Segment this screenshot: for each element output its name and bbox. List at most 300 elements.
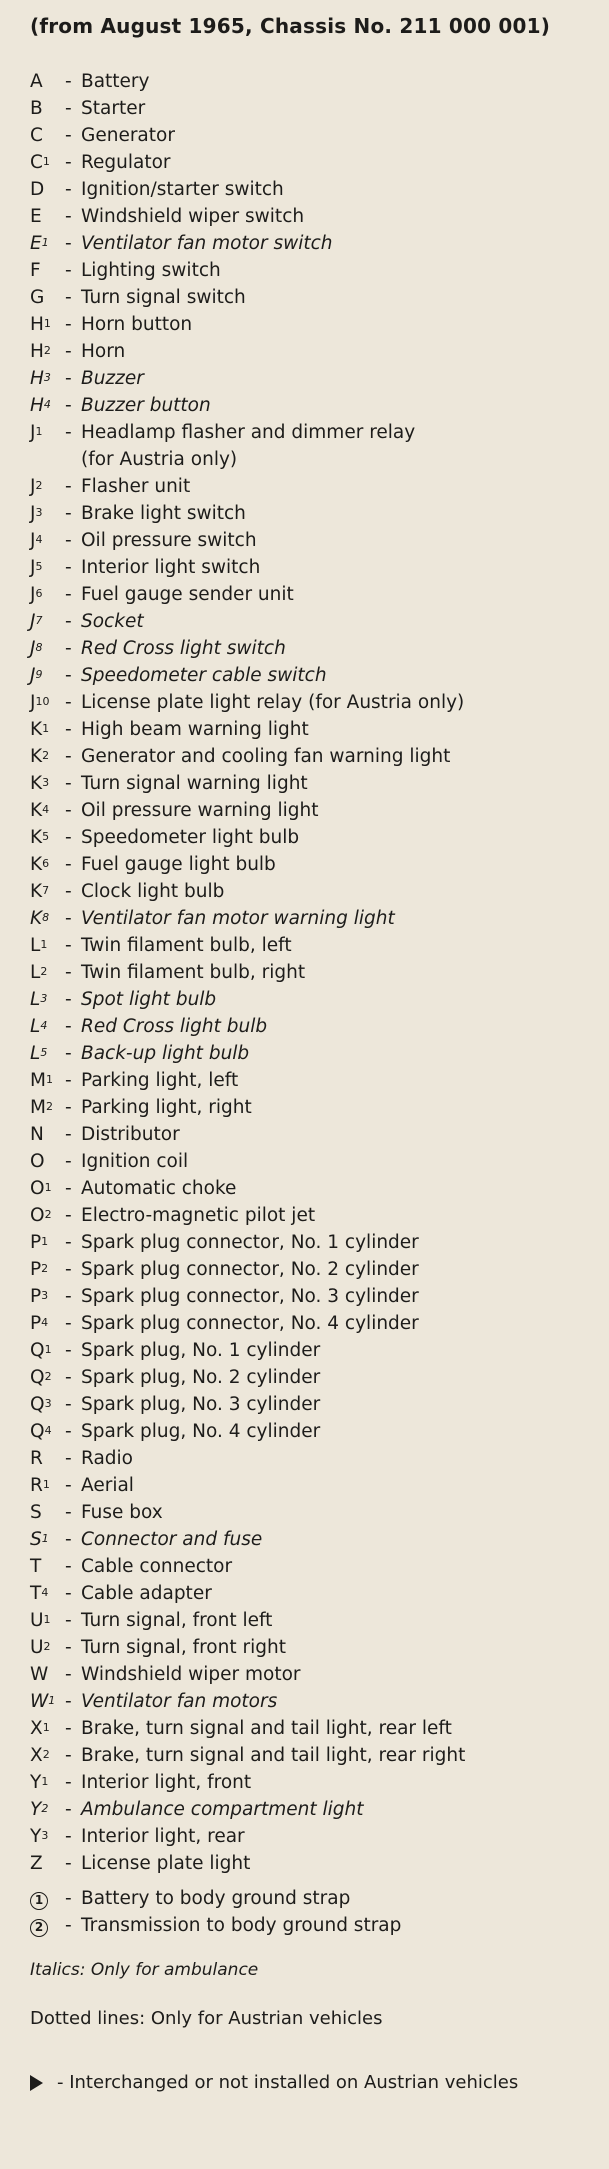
legend-code-superscript: 5	[42, 830, 50, 843]
legend-dash: -	[65, 1853, 72, 1874]
legend-dash: -	[65, 1205, 72, 1226]
legend-dash: -	[65, 1826, 72, 1847]
legend-dash: -	[65, 827, 72, 848]
legend-dash: -	[65, 1448, 72, 1469]
legend-dash: -	[65, 71, 72, 92]
legend-dash: -	[65, 881, 72, 902]
component-legend-list	[30, 68, 600, 1877]
legend-code-letter: E	[30, 206, 42, 227]
ground-strap-list	[30, 1885, 401, 1939]
legend-description	[81, 1796, 600, 1823]
legend-dash: -	[65, 719, 72, 740]
legend-dash: -	[65, 1016, 72, 1037]
legend-entry	[30, 1337, 600, 1364]
legend-description	[81, 1418, 600, 1445]
legend-code-letter: R	[30, 1475, 43, 1496]
legend-code-superscript: 3	[35, 506, 43, 519]
circled-number-icon: 1	[30, 1892, 48, 1910]
legend-description-text: Horn button	[81, 314, 193, 335]
page-title: (from August 1965, Chassis No. 211 000 001)	[30, 14, 551, 38]
legend-code-superscript: 2	[45, 1100, 53, 1113]
legend-code	[30, 1769, 65, 1796]
legend-entry	[30, 1121, 600, 1148]
legend-entry	[30, 500, 600, 527]
legend-description-text: Speedometer cable switch	[81, 665, 327, 686]
legend-code-superscript: 4	[44, 1424, 52, 1437]
legend-entry	[30, 635, 600, 662]
legend-code	[30, 1067, 65, 1094]
legend-entry	[30, 311, 600, 338]
legend-dash: -	[65, 314, 72, 335]
legend-code-superscript: 6	[35, 587, 43, 600]
legend-code-superscript: 4	[41, 1586, 49, 1599]
legend-description	[81, 95, 600, 122]
legend-description	[81, 932, 600, 959]
legend-entry	[30, 770, 600, 797]
legend-description	[81, 1067, 600, 1094]
legend-code-superscript: 1	[44, 1181, 52, 1194]
legend-code	[30, 365, 65, 392]
legend-description-text: Ventilator fan motor warning light	[81, 908, 395, 929]
legend-description-text: Interior light, rear	[81, 1826, 245, 1847]
legend-code-letter: Q	[30, 1394, 45, 1415]
legend-code	[30, 797, 65, 824]
legend-description	[81, 1742, 600, 1769]
legend-description-text: Spark plug, No. 3 cylinder	[81, 1394, 321, 1415]
legend-description-text: Ventilator fan motors	[81, 1691, 278, 1712]
legend-code-superscript: 2	[44, 1370, 52, 1383]
legend-entry	[30, 392, 600, 419]
legend-code-letter: Y	[30, 1799, 42, 1820]
legend-code-letter: G	[30, 287, 45, 308]
legend-entry	[30, 1175, 600, 1202]
legend-description	[81, 1445, 600, 1472]
legend-description	[81, 149, 600, 176]
legend-dash: -	[65, 125, 72, 146]
legend-description-text: Headlamp flasher and dimmer relay	[81, 422, 416, 443]
legend-description	[81, 1607, 600, 1634]
legend-code-letter: Z	[30, 1853, 43, 1874]
legend-code	[30, 608, 65, 635]
legend-code-letter: T	[30, 1556, 42, 1577]
legend-dash: -	[65, 962, 72, 983]
triangle-note-text: - Interchanged or not installed on Austrian vehicles	[57, 2072, 519, 2093]
legend-dash: -	[65, 1583, 72, 1604]
legend-description-text: High beam warning light	[81, 719, 309, 740]
legend-code-superscript: 2	[41, 1802, 49, 1815]
legend-code-superscript: 4	[40, 1019, 48, 1032]
legend-description-text: Spot light bulb	[81, 989, 217, 1010]
legend-code-superscript: 3	[43, 371, 51, 384]
legend-code-letter: C	[30, 152, 43, 173]
legend-entry	[30, 95, 600, 122]
legend-code	[30, 419, 65, 446]
legend-code-letter: D	[30, 179, 45, 200]
legend-description-text: Fuel gauge light bulb	[81, 854, 276, 875]
legend-description	[81, 1121, 600, 1148]
legend-code-letter: B	[30, 98, 43, 119]
legend-code-letter: U	[30, 1637, 44, 1658]
legend-code	[30, 1688, 65, 1715]
legend-dash: -	[65, 1475, 72, 1496]
legend-entry	[30, 581, 600, 608]
legend-dash: -	[65, 1745, 72, 1766]
legend-code	[30, 473, 65, 500]
legend-dash: -	[65, 1529, 72, 1550]
legend-entry	[30, 743, 600, 770]
legend-code-superscript: 3	[42, 776, 50, 789]
legend-description-text: Radio	[81, 1448, 133, 1469]
legend-description-text: Distributor	[81, 1124, 180, 1145]
legend-entry	[30, 959, 600, 986]
legend-description	[81, 1769, 600, 1796]
legend-code	[30, 527, 65, 554]
legend-description-text: Red Cross light bulb	[81, 1016, 268, 1037]
legend-code-superscript: 1	[42, 1478, 50, 1491]
legend-code-letter: P	[30, 1286, 42, 1307]
legend-code-letter: K	[30, 881, 43, 902]
legend-code-letter: E	[30, 233, 42, 254]
legend-entry	[30, 1094, 600, 1121]
legend-dash: -	[65, 1232, 72, 1253]
legend-description-text: License plate light relay (for Austria only)	[81, 692, 465, 713]
legend-entry	[30, 986, 600, 1013]
legend-entry	[30, 1310, 600, 1337]
legend-code	[30, 716, 65, 743]
legend-code-superscript: 1	[45, 1073, 53, 1086]
legend-code-superscript: 1	[42, 155, 50, 168]
legend-description	[81, 68, 600, 95]
legend-code-superscript: 4	[41, 1316, 49, 1329]
legend-code-letter: U	[30, 1610, 44, 1631]
legend-description	[81, 338, 600, 365]
legend-entry	[30, 1202, 600, 1229]
legend-description-text: Turn signal switch	[81, 287, 246, 308]
legend-dash: -	[65, 98, 72, 119]
legend-code	[30, 1121, 65, 1148]
legend-entry	[30, 1445, 600, 1472]
legend-dash: -	[65, 287, 72, 308]
legend-entry	[30, 1472, 600, 1499]
legend-description-text: Generator and cooling fan warning light	[81, 746, 451, 767]
legend-entry	[30, 473, 600, 500]
legend-description	[81, 1310, 600, 1337]
legend-code-letter: H	[30, 368, 44, 389]
dotted-lines-note: Dotted lines: Only for Austrian vehicles	[30, 2008, 383, 2029]
legend-dash: -	[65, 854, 72, 875]
legend-description	[81, 1472, 600, 1499]
legend-dash: -	[65, 1637, 72, 1658]
legend-description-text: Aerial	[81, 1475, 134, 1496]
legend-description-text: Ignition/starter switch	[81, 179, 284, 200]
legend-dash: -	[65, 692, 72, 713]
legend-code	[30, 986, 65, 1013]
legend-description	[81, 608, 600, 635]
legend-code-superscript: 2	[35, 479, 43, 492]
legend-dash: -	[65, 152, 72, 173]
legend-code	[30, 284, 65, 311]
legend-description-text: Lighting switch	[81, 260, 221, 281]
legend-description-text: Fuel gauge sender unit	[81, 584, 294, 605]
legend-description-text: Clock light bulb	[81, 881, 225, 902]
legend-description	[81, 662, 600, 689]
legend-code-superscript: 7	[42, 884, 50, 897]
legend-code	[30, 1553, 65, 1580]
legend-code-letter: W	[30, 1691, 49, 1712]
legend-dash: -	[65, 638, 72, 659]
legend-dash: -	[65, 1502, 72, 1523]
legend-description	[81, 770, 600, 797]
legend-code-letter: O	[30, 1205, 45, 1226]
legend-code-letter: Q	[30, 1367, 45, 1388]
legend-entry	[30, 1580, 600, 1607]
legend-code	[30, 959, 65, 986]
legend-code	[30, 1715, 65, 1742]
legend-entry	[30, 1742, 600, 1769]
italics-note: Italics: Only for ambulance	[30, 1960, 259, 1980]
legend-code-superscript: 2	[41, 1262, 49, 1275]
legend-code-superscript: 1	[40, 938, 48, 951]
legend-code	[30, 1040, 65, 1067]
legend-code-letter: X	[30, 1718, 43, 1739]
legend-entry	[30, 122, 600, 149]
legend-description-text: Windshield wiper motor	[81, 1664, 301, 1685]
legend-code-superscript: 1	[48, 1694, 56, 1707]
legend-code	[30, 581, 65, 608]
legend-code-superscript: 3	[41, 1289, 49, 1302]
legend-description	[81, 986, 600, 1013]
legend-description-text: Brake light switch	[81, 503, 246, 524]
legend-code-superscript: 4	[43, 398, 51, 411]
legend-code	[30, 203, 65, 230]
legend-entry	[30, 1607, 600, 1634]
legend-description	[81, 716, 600, 743]
legend-description	[81, 473, 600, 500]
legend-description	[81, 1850, 600, 1877]
legend-code-letter: L	[30, 935, 41, 956]
legend-code-superscript: 3	[44, 1397, 52, 1410]
legend-description	[81, 1337, 600, 1364]
legend-dash: -	[65, 206, 72, 227]
legend-description-text: Socket	[81, 611, 144, 632]
legend-entry	[30, 905, 600, 932]
legend-dash: -	[65, 1556, 72, 1577]
legend-dash: -	[65, 1394, 72, 1415]
legend-code	[30, 1823, 65, 1850]
legend-description	[81, 1661, 600, 1688]
legend-code-superscript: 2	[42, 1748, 50, 1761]
legend-dash: -	[65, 1718, 72, 1739]
legend-description	[81, 392, 600, 419]
legend-dash: -	[65, 1421, 72, 1442]
legend-code-letter: L	[30, 1043, 41, 1064]
legend-dash: -	[65, 530, 72, 551]
ground-strap-description: Transmission to body ground strap	[81, 1915, 402, 1936]
legend-code	[30, 878, 65, 905]
legend-description-text: Spark plug, No. 2 cylinder	[81, 1367, 321, 1388]
legend-dash: -	[65, 989, 72, 1010]
legend-code	[30, 770, 65, 797]
legend-entry	[30, 1688, 600, 1715]
legend-code-superscript: 1	[41, 1775, 49, 1788]
legend-description	[81, 905, 600, 932]
legend-dash: -	[65, 1799, 72, 1820]
legend-code-letter: Q	[30, 1421, 45, 1442]
legend-description	[81, 743, 600, 770]
legend-dash: -	[65, 1367, 72, 1388]
legend-code-letter: K	[30, 908, 43, 929]
legend-entry	[30, 1040, 600, 1067]
legend-description	[81, 365, 600, 392]
legend-description-text: Regulator	[81, 152, 171, 173]
legend-description	[81, 1013, 600, 1040]
ground-strap-code	[30, 1912, 65, 1939]
legend-entry	[30, 1148, 600, 1175]
legend-code-superscript: 1	[42, 722, 50, 735]
legend-dash: -	[65, 233, 72, 254]
legend-code	[30, 1148, 65, 1175]
legend-code-letter: J	[30, 584, 36, 605]
legend-entry	[30, 1391, 600, 1418]
legend-entry	[30, 365, 600, 392]
legend-dash: -	[65, 476, 72, 497]
legend-code-letter: H	[30, 341, 44, 362]
legend-code-letter: O	[30, 1178, 45, 1199]
legend-description	[81, 1040, 600, 1067]
legend-dash: -	[65, 584, 72, 605]
legend-code-letter: L	[30, 989, 41, 1010]
legend-code-letter: Y	[30, 1772, 42, 1793]
legend-description	[81, 1283, 600, 1310]
legend-entry	[30, 1526, 600, 1553]
legend-description-text: Turn signal, front right	[81, 1637, 286, 1658]
legend-entry	[30, 878, 600, 905]
legend-code-letter: J	[30, 530, 36, 551]
legend-entry	[30, 1364, 600, 1391]
legend-description	[81, 1823, 600, 1850]
legend-dash: -	[65, 773, 72, 794]
legend-code-letter: Q	[30, 1340, 45, 1361]
legend-description	[81, 554, 600, 581]
legend-code	[30, 1202, 65, 1229]
legend-description	[81, 689, 600, 716]
legend-code	[30, 1796, 65, 1823]
legend-dash: -	[65, 1664, 72, 1685]
legend-code-letter: L	[30, 962, 41, 983]
legend-description	[81, 1526, 600, 1553]
legend-dash: -	[65, 422, 72, 443]
legend-code	[30, 1256, 65, 1283]
legend-code-letter: J	[30, 557, 36, 578]
legend-code	[30, 554, 65, 581]
legend-code-letter: H	[30, 314, 44, 335]
legend-dash: -	[65, 611, 72, 632]
legend-description-text: Twin filament bulb, right	[81, 962, 306, 983]
legend-code-letter: W	[30, 1664, 49, 1685]
legend-description-text: Turn signal warning light	[81, 773, 308, 794]
legend-code	[30, 1472, 65, 1499]
legend-description	[81, 878, 600, 905]
legend-code	[30, 743, 65, 770]
legend-description-text: Parking light, right	[81, 1097, 252, 1118]
legend-code-letter: H	[30, 395, 44, 416]
ground-strap-code	[30, 1885, 65, 1912]
triangle-note	[30, 2072, 518, 2093]
legend-description-text: Red Cross light switch	[81, 638, 286, 659]
legend-code-letter: S	[30, 1529, 42, 1550]
legend-code	[30, 149, 65, 176]
legend-code-superscript: 1	[42, 1721, 50, 1734]
legend-dash: -	[65, 1691, 72, 1712]
legend-description	[81, 1364, 600, 1391]
legend-code	[30, 1499, 65, 1526]
legend-code-letter: L	[30, 1016, 41, 1037]
legend-code	[30, 1634, 65, 1661]
legend-code-superscript: 2	[42, 749, 50, 762]
legend-entry	[30, 230, 600, 257]
legend-code	[30, 1013, 65, 1040]
legend-description	[81, 257, 600, 284]
legend-code	[30, 1742, 65, 1769]
legend-dash: -	[65, 935, 72, 956]
legend-entry	[30, 662, 600, 689]
legend-description-text: Speedometer light bulb	[81, 827, 300, 848]
legend-code	[30, 122, 65, 149]
legend-entry	[30, 1769, 600, 1796]
legend-entry	[30, 1229, 600, 1256]
legend-description	[81, 1634, 600, 1661]
legend-dash: -	[65, 1313, 72, 1334]
legend-entry	[30, 1283, 600, 1310]
legend-dash: -	[65, 1043, 72, 1064]
legend-code-superscript: 5	[35, 560, 43, 573]
legend-entry	[30, 1256, 600, 1283]
legend-entry	[30, 1823, 600, 1850]
legend-code	[30, 1661, 65, 1688]
legend-description-text: Ignition coil	[81, 1151, 189, 1172]
legend-dash: -	[65, 260, 72, 281]
legend-code	[30, 1364, 65, 1391]
legend-description-text: Twin filament bulb, left	[81, 935, 292, 956]
legend-code-superscript: 9	[35, 668, 43, 681]
legend-code	[30, 1850, 65, 1877]
legend-code-letter: O	[30, 1151, 45, 1172]
legend-description-text: Cable connector	[81, 1556, 233, 1577]
legend-code-letter: K	[30, 746, 43, 767]
legend-entry	[30, 284, 600, 311]
legend-dash: -	[65, 368, 72, 389]
legend-description	[81, 635, 600, 662]
legend-code-superscript: 6	[42, 857, 50, 870]
legend-code	[30, 68, 65, 95]
legend-code-superscript: 1	[35, 425, 43, 438]
legend-code	[30, 905, 65, 932]
legend-dash: -	[65, 1915, 72, 1936]
legend-code-letter: R	[30, 1448, 43, 1469]
legend-entry	[30, 689, 600, 716]
legend-code-letter: P	[30, 1313, 42, 1334]
legend-dash: -	[65, 1772, 72, 1793]
legend-description-text: Spark plug connector, No. 3 cylinder	[81, 1286, 419, 1307]
legend-code-letter: Y	[30, 1826, 42, 1847]
legend-description	[81, 500, 600, 527]
legend-code-superscript: 2	[43, 1640, 51, 1653]
legend-dash: -	[65, 179, 72, 200]
ground-strap-entry	[30, 1912, 401, 1939]
legend-code-superscript: 4	[42, 803, 50, 816]
legend-code-letter: M	[30, 1070, 46, 1091]
legend-code	[30, 257, 65, 284]
